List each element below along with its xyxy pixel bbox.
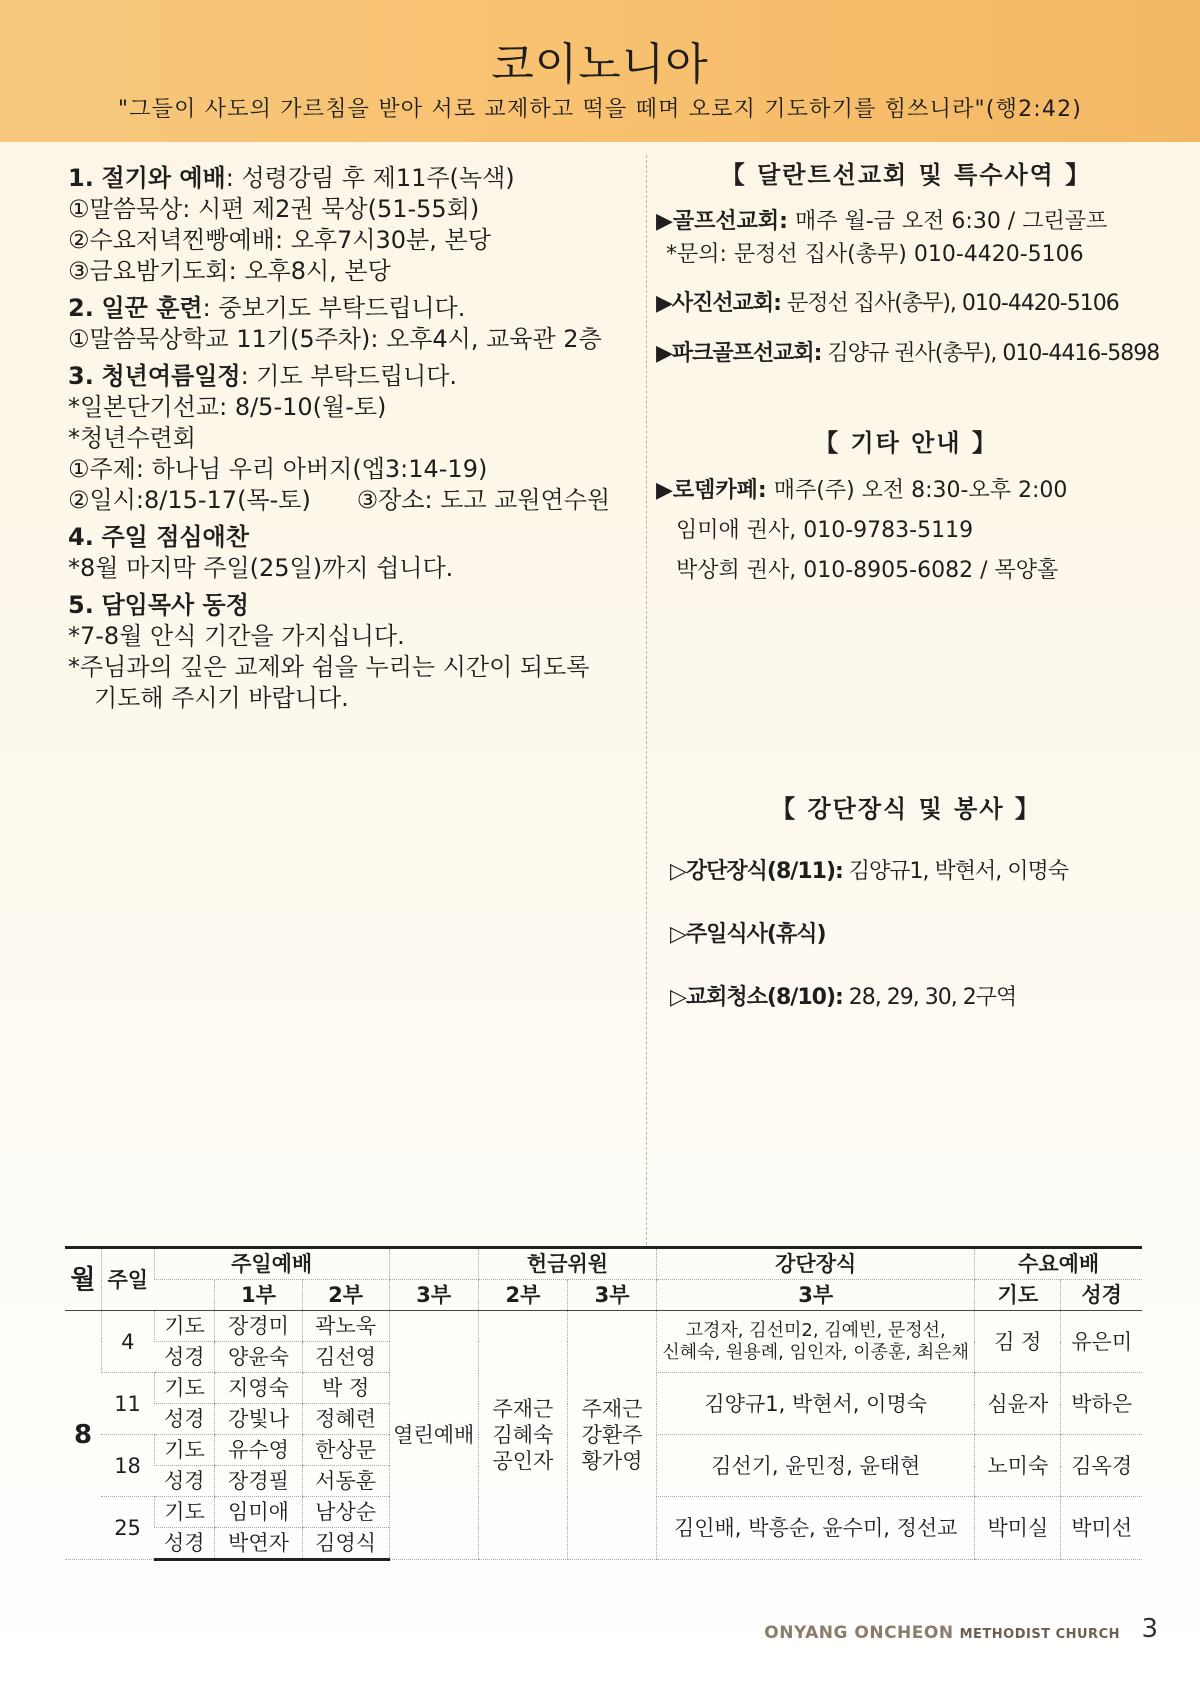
part1-cell: 양윤숙: [215, 1342, 302, 1373]
section-line: *일본단기선교: 8/5-10(월-토): [68, 393, 387, 421]
part2-cell: 김영식: [302, 1528, 389, 1560]
role-cell: 기도: [154, 1373, 215, 1404]
altar-decoration: ▷강단장식(8/11): 김양규1, 박현서, 이명숙: [670, 859, 1069, 884]
part1-cell: 임미애: [215, 1497, 302, 1528]
part1-cell: 장경미: [215, 1311, 302, 1342]
sunday-service-header: 주일예배: [154, 1248, 389, 1280]
talent-heading: 【 달란트선교회 및 특수사역 】: [720, 161, 1092, 189]
church-cleaning: ▷교회청소(8/10): 28, 29, 30, 2구역: [670, 985, 1017, 1010]
announcements-column: [68, 163, 638, 720]
photo-ministry: ▶사진선교회: 문정선 집사(총무), 010-4420-5106: [656, 291, 1119, 316]
wednesday-header: 수요예배: [975, 1248, 1142, 1280]
part2-cell: 박 정: [302, 1373, 389, 1404]
page-title: 코이노니아: [491, 39, 709, 90]
altar-part3-header: 3부: [657, 1280, 975, 1311]
part3-header: 3부: [389, 1280, 478, 1311]
part1-cell: 강빛나: [215, 1404, 302, 1435]
section-line: ③금요밤기도회: 오후8시, 본당: [68, 257, 391, 285]
altar-cell: 고경자, 김선미2, 김예빈, 문정선, 신혜숙, 원용례, 임인자, 이종훈, 최은채: [657, 1311, 975, 1373]
part2-cell: 김선영: [302, 1342, 389, 1373]
week-day-cell: 18: [101, 1435, 154, 1497]
park-golf-ministry: ▶파크골프선교회: 김양규 권사(총무), 010-4416-5898: [656, 341, 1160, 366]
prayer-header: 기도: [975, 1280, 1061, 1311]
wed-prayer-cell: 김 정: [975, 1311, 1061, 1373]
church-name-footer: ONYANG ONCHEON METHODIST CHURCH: [764, 1623, 1120, 1643]
role-cell: 성경: [154, 1342, 215, 1373]
part1-cell: 지영숙: [215, 1373, 302, 1404]
cafe-info: ▶로뎀카페: 매주(주) 오전 8:30-오후 2:00: [656, 478, 1068, 503]
section-line: *8월 마지막 주일(25일)까지 쉽니다.: [68, 554, 454, 582]
column-divider: [646, 155, 647, 1245]
part2-cell: 한상문: [302, 1435, 389, 1466]
page-number: 3: [1141, 1614, 1158, 1644]
section-5: [68, 590, 638, 714]
section-1: [68, 163, 638, 287]
wed-scripture-cell: 김옥경: [1061, 1435, 1142, 1497]
offering-header: 헌금위원: [478, 1248, 656, 1280]
wed-prayer-cell: 심윤자: [975, 1373, 1061, 1435]
section-line: *주님과의 깊은 교제와 쉼을 누리는 시간이 되도록: [68, 653, 590, 681]
cafe-contact-1: 임미애 권사, 010-9783-5119: [676, 518, 974, 543]
part2-cell: 정혜련: [302, 1404, 389, 1435]
etc-heading: 【 기타 안내 】: [814, 429, 998, 457]
section-4: [68, 522, 638, 584]
section-line: *7-8월 안식 기간을 가지십니다.: [68, 622, 405, 650]
header-banner: [0, 0, 1200, 142]
third-service-cell: 열린예배: [389, 1311, 478, 1560]
wed-prayer-cell: 박미실: [975, 1497, 1061, 1560]
section-line: ②일시:8/15-17(목-토) ③장소: 도고 교원연수원: [68, 486, 611, 514]
role-cell: 성경: [154, 1528, 215, 1560]
section-heading: 3. 청년여름일정: 기도 부탁드립니다.: [68, 362, 458, 390]
section-2: [68, 293, 638, 355]
altar-cell: 김인배, 박흥순, 윤수미, 정선교: [657, 1497, 975, 1560]
table-row: [65, 1311, 1142, 1342]
part1-cell: 장경필: [215, 1466, 302, 1497]
week-day-cell: 25: [101, 1497, 154, 1560]
wed-scripture-cell: 박미선: [1061, 1497, 1142, 1560]
section-line: ①주제: 하나님 우리 아버지(엡3:14-19): [68, 455, 488, 483]
role-cell: 기도: [154, 1497, 215, 1528]
scripture-header: 성경: [1061, 1280, 1142, 1311]
offering-part2-header: 2부: [478, 1280, 567, 1311]
part2-cell: 서동훈: [302, 1466, 389, 1497]
month-header: 월: [65, 1248, 101, 1311]
week-header: 주일: [101, 1248, 154, 1311]
week-day-cell: 11: [101, 1373, 154, 1435]
section-heading: 1. 절기와 예배: 성령강림 후 제11주(녹색): [68, 164, 515, 192]
part2-cell: 남상순: [302, 1497, 389, 1528]
week-day-cell: 4: [101, 1311, 154, 1373]
section-line: 기도해 주시기 바랍니다.: [94, 684, 349, 712]
golf-ministry: ▶골프선교회: 매주 월-금 오전 6:30 / 그린골프: [656, 209, 1108, 234]
wed-scripture-cell: 박하은: [1061, 1373, 1142, 1435]
section-heading: 5. 담임목사 동정: [68, 591, 249, 619]
section-line: ②수요저녁찐빵예배: 오후7시30분, 본당: [68, 226, 491, 254]
part1-header: 1부: [215, 1280, 302, 1311]
ministry-column: [656, 155, 1160, 1013]
part1-cell: 유수영: [215, 1435, 302, 1466]
section-line: *청년수련회: [68, 424, 196, 452]
offering-part3-cell: 주재근 강환주 황가영: [567, 1311, 656, 1560]
section-line: ①말씀묵상학교 11기(5주차): 오후4시, 교육관 2층: [68, 325, 602, 353]
golf-contact: *문의: 문정선 집사(총무) 010-4420-5106: [666, 242, 1084, 267]
offering-part2-cell: 주재근 김혜숙 공인자: [478, 1311, 567, 1560]
blank-header: [389, 1248, 478, 1280]
altar-header: 강단장식: [657, 1248, 975, 1280]
part2-cell: 곽노욱: [302, 1311, 389, 1342]
section-heading: 2. 일꾼 훈련: 중보기도 부탁드립니다.: [68, 294, 466, 322]
altar-cell: 김양규1, 박현서, 이명숙: [657, 1373, 975, 1435]
role-cell: 성경: [154, 1404, 215, 1435]
wed-prayer-cell: 노미숙: [975, 1435, 1061, 1497]
role-cell: 기도: [154, 1311, 215, 1342]
role-cell: 기도: [154, 1435, 215, 1466]
role-cell: 성경: [154, 1466, 215, 1497]
part1-cell: 박연자: [215, 1528, 302, 1560]
month-cell: 8: [65, 1311, 101, 1560]
wed-scripture-cell: 유은미: [1061, 1311, 1142, 1373]
cafe-contact-2: 박상희 권사, 010-8905-6082 / 목양홀: [676, 558, 1059, 583]
bible-verse: "그들이 사도의 가르침을 받아 서로 교제하고 떡을 떼며 오로지 기도하기를 힘쓰니라"(행2:42): [117, 97, 1083, 122]
sunday-meal: ▷주일식사(휴식): [670, 922, 826, 947]
section-3: [68, 361, 638, 516]
blank-header: [154, 1280, 215, 1311]
altar-cell: 김선기, 윤민정, 윤태현: [657, 1435, 975, 1497]
altar-heading: 【 강단장식 및 봉사 】: [771, 795, 1041, 823]
service-schedule-table: [65, 1246, 1142, 1561]
section-line: ①말씀묵상: 시편 제2권 묵상(51-55회): [68, 195, 480, 223]
offering-part3-header: 3부: [567, 1280, 656, 1311]
part2-header: 2부: [302, 1280, 389, 1311]
section-heading: 4. 주일 점심애찬: [68, 523, 249, 551]
